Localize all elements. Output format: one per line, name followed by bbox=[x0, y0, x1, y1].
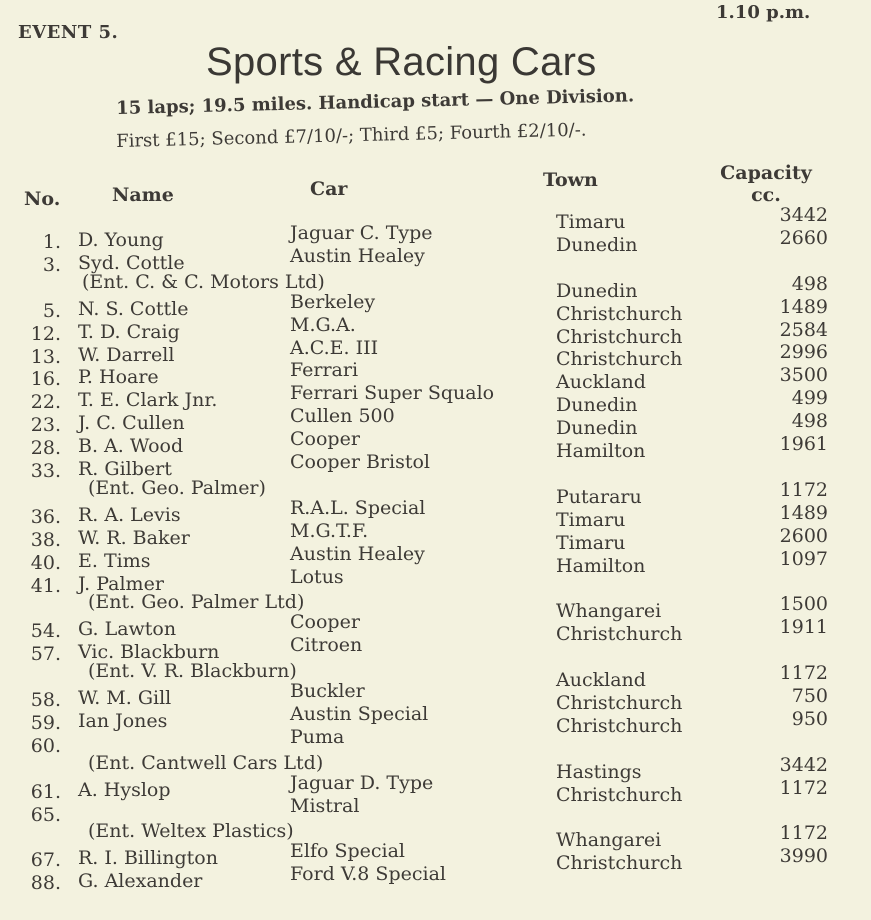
header-capacity-unit: cc. bbox=[751, 184, 781, 206]
engine-capacity: 1172 bbox=[779, 478, 828, 501]
engine-capacity: 1489 bbox=[779, 501, 828, 524]
header-no: No. bbox=[24, 188, 61, 210]
event-time: 1.10 p.m. bbox=[716, 2, 811, 23]
driver-name: E. Tims bbox=[78, 549, 151, 572]
engine-capacity: 2996 bbox=[779, 341, 828, 364]
driver-name: G. Lawton bbox=[78, 618, 177, 641]
entry-number: 1. bbox=[42, 231, 61, 253]
entry-number: 65. bbox=[30, 803, 61, 826]
entrant-note-text: (Ent. Cantwell Cars Ltd) bbox=[88, 751, 324, 774]
car-name: Citroen bbox=[290, 634, 363, 657]
entry-number: 61. bbox=[30, 780, 61, 803]
car-name: A.C.E. III bbox=[290, 336, 379, 359]
entry-number: 59. bbox=[30, 711, 61, 734]
town-name: Hastings bbox=[556, 760, 642, 783]
header-car: Car bbox=[310, 178, 348, 200]
car-name: Lotus bbox=[290, 565, 344, 588]
entrant-note-text: (Ent. Geo. Palmer Ltd) bbox=[88, 591, 305, 614]
engine-capacity: 3442 bbox=[779, 204, 828, 226]
driver-name: D. Young bbox=[78, 229, 164, 251]
driver-name: Vic. Blackburn bbox=[78, 641, 220, 664]
entry-number: 28. bbox=[30, 437, 61, 460]
engine-capacity: 2660 bbox=[779, 226, 828, 249]
car-name: Berkeley bbox=[290, 290, 376, 313]
driver-name: W. Darrell bbox=[78, 343, 175, 366]
car-name: Cooper Bristol bbox=[290, 451, 430, 473]
car-name: Ferrari Super Squalo bbox=[290, 382, 495, 405]
town-name: Christchurch bbox=[556, 623, 683, 646]
driver-name: J. Palmer bbox=[78, 572, 164, 595]
town-name: Auckland bbox=[556, 669, 646, 691]
town-name: Christchurch bbox=[556, 691, 683, 714]
engine-capacity: 498 bbox=[791, 272, 828, 295]
car-name: Jaguar C. Type bbox=[290, 222, 433, 244]
car-name: Austin Special bbox=[290, 702, 429, 725]
page-title: Sports & Racing Cars bbox=[206, 40, 597, 84]
car-name: M.G.A. bbox=[290, 313, 356, 336]
town-name: Christchurch bbox=[556, 783, 683, 806]
town-name: Dunedin bbox=[556, 394, 638, 417]
car-name: Cooper bbox=[290, 611, 360, 634]
entry-number: 13. bbox=[30, 345, 61, 368]
town-name: Timaru bbox=[556, 508, 626, 531]
engine-capacity: 1500 bbox=[779, 593, 828, 616]
engine-capacity: 498 bbox=[791, 410, 828, 433]
driver-name: G. Alexander bbox=[78, 870, 203, 893]
entry-number: 40. bbox=[30, 551, 61, 574]
entry-number: 88. bbox=[30, 872, 61, 895]
engine-capacity: 1489 bbox=[779, 295, 828, 318]
engine-capacity: 3500 bbox=[779, 364, 828, 387]
town-name: Dunedin bbox=[556, 417, 638, 440]
entry-number: 23. bbox=[30, 414, 61, 437]
driver-name: R. Gilbert bbox=[78, 458, 172, 480]
engine-capacity: 2584 bbox=[779, 318, 828, 341]
town-name: Hamilton bbox=[556, 554, 646, 577]
car-name: Ford V.8 Special bbox=[290, 863, 446, 886]
car-name: Mistral bbox=[290, 794, 360, 817]
town-name: Putararu bbox=[556, 485, 642, 508]
engine-capacity: 499 bbox=[791, 387, 828, 410]
engine-capacity: 1961 bbox=[779, 433, 828, 455]
driver-name: W. M. Gill bbox=[78, 687, 172, 709]
town-name: Christchurch bbox=[556, 852, 683, 875]
entry-number: 16. bbox=[30, 368, 61, 391]
driver-name: P. Hoare bbox=[78, 366, 159, 389]
driver-name: W. R. Baker bbox=[78, 526, 190, 549]
event-number: EVENT 5. bbox=[18, 22, 119, 43]
race-details: 15 laps; 19.5 miles. Handicap start — One Division. bbox=[115, 85, 635, 119]
header-capacity-label: Capacity bbox=[720, 162, 812, 184]
entrant-note-text: (Ent. V. R. Blackburn) bbox=[88, 660, 297, 683]
driver-name: J. C. Cullen bbox=[78, 412, 185, 435]
engine-capacity: 3442 bbox=[779, 753, 828, 776]
car-name: M.G.T.F. bbox=[290, 519, 369, 542]
car-name: Jaguar D. Type bbox=[290, 771, 434, 794]
driver-name: N. S. Cottle bbox=[78, 297, 189, 320]
town-name: Whangarei bbox=[556, 600, 662, 623]
engine-capacity: 1172 bbox=[779, 776, 828, 799]
engine-capacity: 1172 bbox=[779, 662, 828, 684]
entrant-note-text: (Ent. C. & C. Motors Ltd) bbox=[82, 270, 325, 293]
entry-number: 67. bbox=[30, 849, 61, 872]
header-name: Name bbox=[112, 184, 174, 206]
entry-number: 58. bbox=[30, 689, 61, 711]
driver-name: Syd. Cottle bbox=[78, 251, 185, 274]
engine-capacity: 1097 bbox=[779, 547, 828, 570]
driver-name: T. D. Craig bbox=[78, 320, 180, 343]
entrant-note-text: (Ent. Weltex Plastics) bbox=[88, 820, 294, 843]
town-name: Dunedin bbox=[556, 279, 638, 302]
entry-number: 38. bbox=[30, 528, 61, 551]
town-name: Auckland bbox=[556, 371, 646, 394]
car-name: Austin Healey bbox=[290, 542, 425, 565]
entry-number: 22. bbox=[30, 391, 61, 414]
town-name: Christchurch bbox=[556, 714, 683, 737]
car-name: Buckler bbox=[290, 680, 365, 702]
town-name: Timaru bbox=[556, 531, 626, 554]
entry-number: 12. bbox=[30, 322, 61, 345]
town-name: Christchurch bbox=[556, 325, 683, 348]
entry-number: 33. bbox=[30, 460, 61, 482]
engine-capacity: 750 bbox=[791, 684, 828, 707]
header-town: Town bbox=[543, 169, 598, 191]
engine-capacity: 1911 bbox=[779, 616, 828, 639]
entry-number: 5. bbox=[42, 299, 61, 322]
driver-name: Ian Jones bbox=[78, 709, 168, 732]
engine-capacity: 950 bbox=[791, 707, 828, 730]
car-name: Ferrari bbox=[290, 359, 359, 382]
car-name: Austin Healey bbox=[290, 244, 425, 267]
engine-capacity: 1172 bbox=[779, 822, 828, 845]
entry-number: 36. bbox=[30, 505, 61, 528]
driver-name: R. A. Levis bbox=[78, 503, 181, 526]
car-name: Elfo Special bbox=[290, 840, 406, 863]
entry-number: 57. bbox=[30, 643, 61, 666]
engine-capacity: 3990 bbox=[779, 845, 828, 868]
prize-details: First £15; Second £7/10/-; Third £5; Fourth £2/10/-. bbox=[115, 119, 587, 152]
driver-name: B. A. Wood bbox=[78, 435, 184, 458]
entry-number: 3. bbox=[42, 253, 61, 276]
town-name: Christchurch bbox=[556, 302, 683, 325]
entry-number: 41. bbox=[30, 574, 61, 597]
car-name: R.A.L. Special bbox=[290, 496, 426, 519]
entry-number: 60. bbox=[30, 734, 61, 757]
engine-capacity: 2600 bbox=[779, 524, 828, 547]
car-name: Cooper bbox=[290, 428, 360, 451]
town-name: Timaru bbox=[556, 211, 626, 233]
driver-name: T. E. Clark Jnr. bbox=[78, 389, 218, 412]
entry-number: 54. bbox=[30, 620, 61, 643]
car-name: Cullen 500 bbox=[290, 405, 395, 428]
entrant-note-text: (Ent. Geo. Palmer) bbox=[88, 476, 266, 499]
driver-name: R. I. Billington bbox=[78, 847, 218, 870]
town-name: Hamilton bbox=[556, 440, 646, 462]
town-name: Christchurch bbox=[556, 348, 683, 371]
car-name: Puma bbox=[290, 725, 345, 748]
driver-name: A. Hyslop bbox=[78, 778, 171, 801]
town-name: Dunedin bbox=[556, 233, 638, 256]
town-name: Whangarei bbox=[556, 829, 662, 852]
